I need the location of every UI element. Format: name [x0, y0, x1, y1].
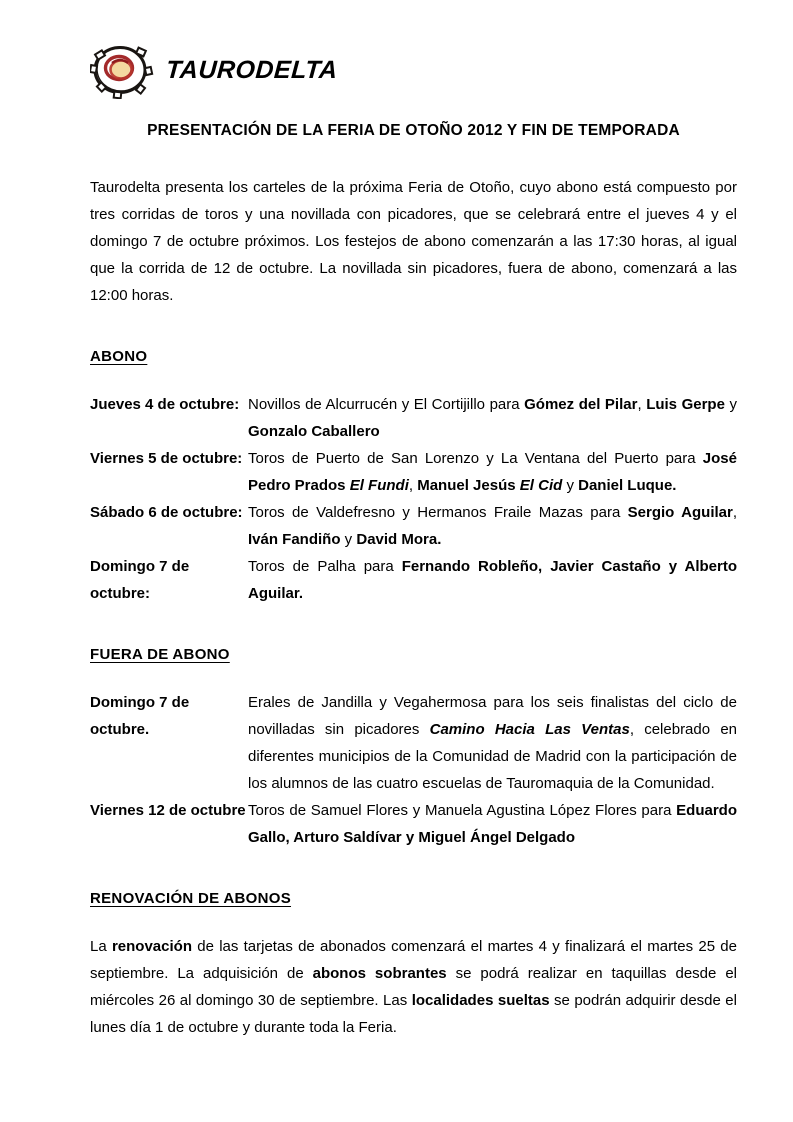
row-date-label: Viernes 5 de octubre:	[90, 450, 243, 467]
renovacion-paragraph: La renovación de las tarjetas de abonados comenzará el martes 4 y finalizará el martes 25 de septiembre. La adquisición de abonos sobrantes se podrá realizar en taquillas desde el miércoles 26 al domingo 30 de septiembre. Las localidades sueltas se podrán adquirir desde el lunes día 1 de octubre y durante toda la Feria.	[90, 938, 737, 1036]
bullring-logo-icon	[90, 41, 154, 99]
section-heading-renovacion	[90, 885, 737, 912]
document-title: PRESENTACIÓN DE LA FERIA DE OTOÑO 2012 Y FIN DE TEMPORADA	[147, 122, 680, 139]
schedule-row-sabado-6	[90, 499, 737, 553]
row-description: Novillos de Alcurrucén y El Cortijillo para Gómez del Pilar, Luis Gerpe y Gonzalo Caballero	[248, 396, 737, 440]
abono-schedule	[90, 391, 737, 607]
schedule-row-viernes-12	[90, 797, 737, 851]
schedule-row-viernes-5	[90, 445, 737, 499]
row-date-label: Jueves 4 de octubre:	[90, 396, 240, 413]
row-date-label: Viernes 12 de octubre	[90, 802, 246, 819]
logo	[90, 40, 737, 100]
section-heading-renovacion-text: RENOVACIÓN DE ABONOS	[90, 890, 292, 907]
intro-paragraph: Taurodelta presenta los carteles de la próxima Feria de Otoño, cuyo abono está compuesto por tres corridas de toros y una novillada con picadores, que se celebrará entre el jueves 4 y el domingo 7 de octubre próximos. Los festejos de abono comenzarán a las 17:30 horas, al igual que la corrida de 12 de octubre. La novillada sin picadores, fuera de abono, comenzará a las 12:00 horas.	[90, 179, 737, 304]
section-heading-abono-text: ABONO	[90, 348, 148, 365]
row-date-label: Domingo 7 de octubre:	[90, 558, 190, 602]
row-date-label: Domingo 7 de octubre.	[90, 694, 190, 738]
logo-wordmark: TAURODELTA	[165, 55, 339, 84]
fuera-de-abono-schedule	[90, 689, 737, 851]
section-heading-fuera-de-abono	[90, 641, 737, 668]
row-description: Toros de Samuel Flores y Manuela Agustina López Flores para Eduardo Gallo, Arturo Saldívar y Miguel Ángel Delgado	[248, 802, 737, 846]
schedule-row-jueves-4	[90, 391, 737, 445]
row-description: Toros de Puerto de San Lorenzo y La Ventana del Puerto para José Pedro Prados El Fundi, Manuel Jesús El Cid y Daniel Luque.	[248, 450, 737, 494]
row-date-label: Sábado 6 de octubre:	[90, 504, 243, 521]
section-heading-abono	[90, 343, 737, 370]
schedule-row-domingo-7-fuera	[90, 689, 737, 797]
row-description: Toros de Palha para Fernando Robleño, Javier Castaño y Alberto Aguilar.	[248, 558, 738, 602]
row-description: Erales de Jandilla y Vegahermosa para los seis finalistas del ciclo de novilladas sin picadores Camino Hacia Las Ventas, celebrado en diferentes municipios de la Comunidad de Madrid con la participación de los alumnos de las cuatro escuelas de Tauromaquia de la Comunidad.	[248, 694, 737, 792]
schedule-row-domingo-7	[90, 553, 737, 607]
row-description: Toros de Valdefresno y Hermanos Fraile Mazas para Sergio Aguilar, Iván Fandiño y David Mora.	[248, 504, 738, 548]
section-heading-fuera-text: FUERA DE ABONO	[90, 646, 230, 663]
